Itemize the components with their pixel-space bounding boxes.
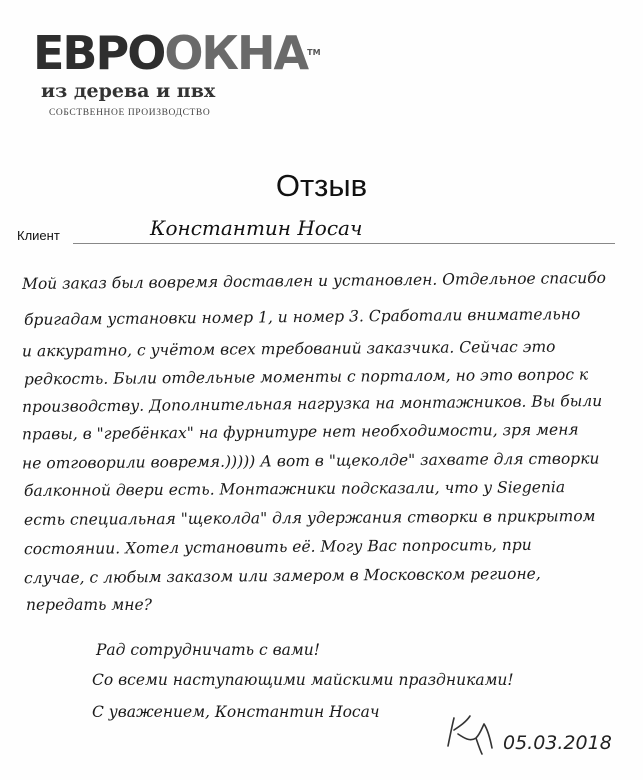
logo-brand-part2: ОКНА xyxy=(164,26,308,80)
review-line: бригадам установки номер 1, и номер 3. Сработали внимательно xyxy=(23,305,581,329)
logo-brand-part1: ЕВРО xyxy=(33,26,165,80)
review-line: передать мне? xyxy=(26,596,152,614)
review-line: редкость. Были отдельные моменты с порталом, но это вопрос к xyxy=(23,365,589,389)
review-line: случае, с любым заказом или замером в Московском регионе, xyxy=(23,564,541,588)
review-line: не отговорили вовремя.))))) А вот в "щеколде" захвате для створки xyxy=(21,449,600,473)
logo-tagline: СОБСТВЕННОЕ ПРОИЗВОДСТВО xyxy=(49,108,211,118)
client-label: Клиент xyxy=(17,228,60,243)
review-line: балконной двери есть. Монтажники подсказали, что у Siegenia xyxy=(23,478,566,500)
closing-line: Рад сотрудничать с вами! xyxy=(96,641,320,659)
signature-image xyxy=(440,708,500,758)
logo-trademark: TM xyxy=(307,48,321,57)
review-date: 05.03.2018 xyxy=(503,732,612,754)
logo-subtitle: из дерева и пвх xyxy=(41,80,216,102)
review-line: правы, в "гребёнках" на фурнитуре нет необходимости, зря меня xyxy=(21,420,579,444)
closing-line: Со всеми наступающими майскими праздниками! xyxy=(92,671,514,689)
logo-wordmark xyxy=(33,27,321,79)
company-logo xyxy=(33,26,321,123)
review-line: состоянии. Хотел установить её. Могу Вас попросить, при xyxy=(23,535,532,559)
review-line: производству. Дополнительная нагрузка на монтажников. Вы были xyxy=(21,391,603,417)
client-name: Константин Носач xyxy=(150,216,363,240)
review-line: есть специальная "щеколда" для удержания створки в прикрытом xyxy=(23,507,596,529)
client-underline xyxy=(73,243,615,244)
review-line: и аккуратно, с учётом всех требований заказчика. Сейчас это xyxy=(21,337,556,361)
review-line: Мой заказ был вовремя доставлен и установлен. Отдельное спасибо xyxy=(21,268,607,294)
closing-line: С уважением, Константин Носач xyxy=(92,703,380,721)
page-title: Отзыв xyxy=(275,168,368,203)
